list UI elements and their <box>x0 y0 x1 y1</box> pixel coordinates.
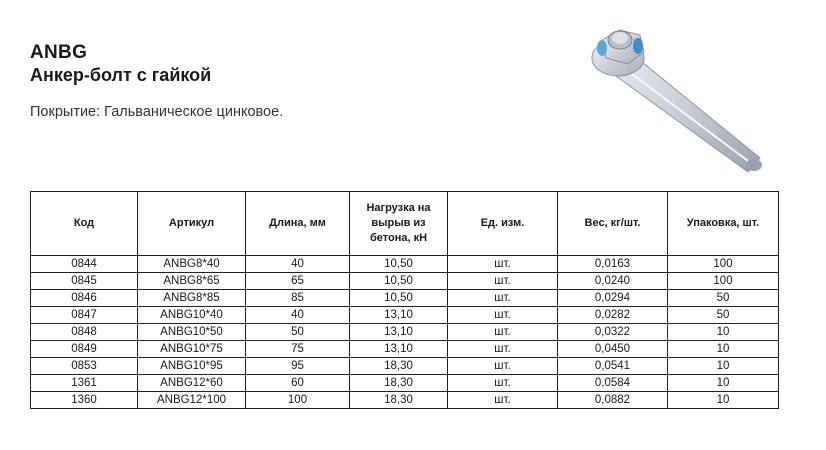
table-cell: 0,0240 <box>558 273 668 290</box>
table-cell: 10 <box>668 341 779 358</box>
table-row <box>31 358 779 375</box>
table-cell: 100 <box>668 273 779 290</box>
table-cell: шт. <box>448 307 558 324</box>
table-cell: 13,10 <box>350 324 448 341</box>
table-row <box>31 290 779 307</box>
column-header-length: Длина, мм <box>246 192 350 256</box>
table-row <box>31 307 779 324</box>
table-cell: 50 <box>246 324 350 341</box>
table-cell: 0,0584 <box>558 375 668 392</box>
table-cell: 13,10 <box>350 341 448 358</box>
table-cell: 0,0450 <box>558 341 668 358</box>
table-cell: ANBG12*100 <box>138 392 246 409</box>
product-code: ANBG <box>30 42 88 63</box>
table-row <box>31 392 779 409</box>
column-header-code: Код <box>31 192 138 256</box>
table-cell: шт. <box>448 375 558 392</box>
table-cell: 13,10 <box>350 307 448 324</box>
table-cell: 1360 <box>31 392 138 409</box>
table-cell: ANBG8*85 <box>138 290 246 307</box>
table-cell: 40 <box>246 307 350 324</box>
column-header-unit: Ед. изм. <box>448 192 558 256</box>
column-header-article: Артикул <box>138 192 246 256</box>
table-row <box>31 341 779 358</box>
column-header-weight: Вес, кг/шт. <box>558 192 668 256</box>
table-cell: 0,0882 <box>558 392 668 409</box>
table-cell: ANBG10*50 <box>138 324 246 341</box>
table-row <box>31 375 779 392</box>
table-cell: ANBG8*65 <box>138 273 246 290</box>
table-cell: шт. <box>448 341 558 358</box>
table-cell: 10,50 <box>350 256 448 273</box>
table-cell: 0848 <box>31 324 138 341</box>
table-cell: 0846 <box>31 290 138 307</box>
coating-info: Покрытие: Гальваническое цинковое. <box>30 104 284 120</box>
table-row <box>31 256 779 273</box>
table-cell: 0,0322 <box>558 324 668 341</box>
table-cell: ANBG12*60 <box>138 375 246 392</box>
table-row <box>31 273 779 290</box>
table-cell: шт. <box>448 324 558 341</box>
column-header-pullout-load: Нагрузка на вырыв из бетона, кН <box>350 192 448 256</box>
table-cell: 0847 <box>31 307 138 324</box>
table-cell: 10 <box>668 324 779 341</box>
table-cell: шт. <box>448 290 558 307</box>
table-cell: 18,30 <box>350 358 448 375</box>
table-cell: 0844 <box>31 256 138 273</box>
table-cell: ANBG8*40 <box>138 256 246 273</box>
table-cell: 50 <box>668 290 779 307</box>
table-cell: 60 <box>246 375 350 392</box>
table-row <box>31 324 779 341</box>
table-cell: шт. <box>448 358 558 375</box>
table-cell: 85 <box>246 290 350 307</box>
table-cell: шт. <box>448 392 558 409</box>
table-cell: 18,30 <box>350 375 448 392</box>
anchor-bolt-with-nut-icon <box>580 10 780 185</box>
table-cell: 0,0163 <box>558 256 668 273</box>
table-header-row <box>31 192 779 256</box>
column-header-packaging: Упаковка, шт. <box>668 192 779 256</box>
table-cell: 0,0541 <box>558 358 668 375</box>
table-cell: 0,0282 <box>558 307 668 324</box>
table-cell: 10 <box>668 392 779 409</box>
table-cell: 100 <box>246 392 350 409</box>
table-cell: 95 <box>246 358 350 375</box>
table-cell: ANBG10*95 <box>138 358 246 375</box>
table-cell: 50 <box>668 307 779 324</box>
table-cell: 0849 <box>31 341 138 358</box>
table-cell: 100 <box>668 256 779 273</box>
table-cell: 40 <box>246 256 350 273</box>
product-name: Анкер-болт с гайкой <box>30 65 212 85</box>
table-cell: 0853 <box>31 358 138 375</box>
table-cell: ANBG10*75 <box>138 341 246 358</box>
table-cell: 10 <box>668 358 779 375</box>
table-cell: 65 <box>246 273 350 290</box>
table-cell: ANBG10*40 <box>138 307 246 324</box>
table-cell: 10 <box>668 375 779 392</box>
table-cell: 0845 <box>31 273 138 290</box>
table-cell: 0,0294 <box>558 290 668 307</box>
table-cell: шт. <box>448 273 558 290</box>
table-cell: шт. <box>448 256 558 273</box>
table-cell: 75 <box>246 341 350 358</box>
table-cell: 1361 <box>31 375 138 392</box>
specification-table <box>30 191 779 409</box>
table-cell: 10,50 <box>350 290 448 307</box>
table-cell: 18,30 <box>350 392 448 409</box>
table-cell: 10,50 <box>350 273 448 290</box>
